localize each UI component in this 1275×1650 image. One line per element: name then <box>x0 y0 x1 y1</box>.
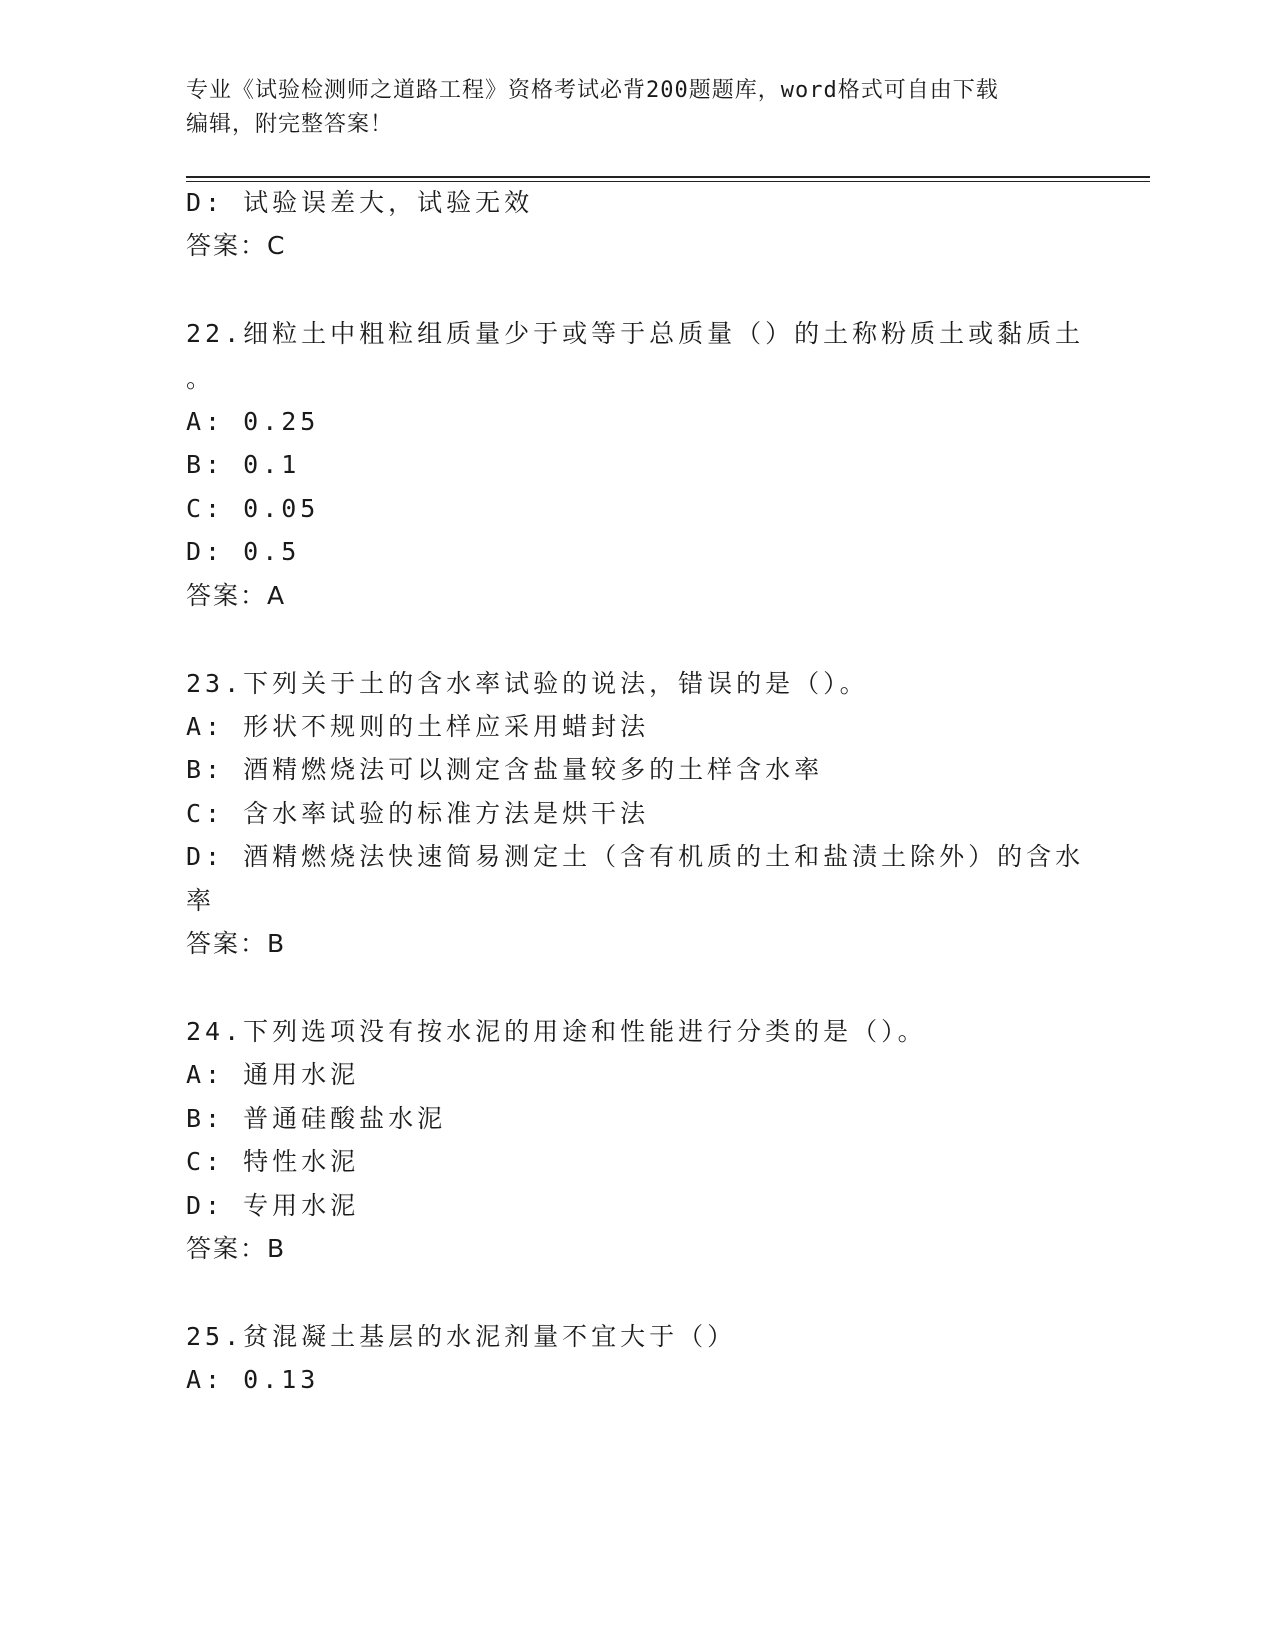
q24-stem: 24.下列选项没有按水泥的用途和性能进行分类的是（）。 <box>186 1017 927 1046</box>
q23-option-a: A: 形状不规则的土样应采用蜡封法 <box>186 712 650 741</box>
q24-option-c: C: 特性水泥 <box>186 1147 360 1176</box>
header-divider-thin <box>186 181 1150 182</box>
q24-option-a: A: 通用水泥 <box>186 1060 360 1089</box>
header-divider-thick <box>186 176 1150 178</box>
q23-answer: 答案：B <box>186 929 287 958</box>
q21-answer: 答案：C <box>186 231 287 260</box>
q24-answer: 答案：B <box>186 1234 287 1263</box>
document-header <box>186 74 1086 142</box>
q25-option-a: A: 0.13 <box>186 1365 320 1394</box>
q25-stem: 25.贫混凝土基层的水泥剂量不宜大于（） <box>186 1322 737 1351</box>
q24-option-b: B: 普通硅酸盐水泥 <box>186 1104 447 1133</box>
q22-option-c: C: 0.05 <box>186 494 320 523</box>
q24-option-d: D: 专用水泥 <box>186 1191 360 1220</box>
q22-stem-line1: 22.细粒土中粗粒组质量少于或等于总质量（）的土称粉质土或黏质土 <box>186 319 1085 348</box>
q22-option-a: A: 0.25 <box>186 407 320 436</box>
q21-option-d: D: 试验误差大，试验无效 <box>186 188 534 217</box>
q23-option-d-cont: 率 <box>186 886 216 915</box>
q22-stem-line2: 。 <box>186 364 216 393</box>
q23-option-b: B: 酒精燃烧法可以测定含盐量较多的土样含水率 <box>186 755 824 784</box>
q22-answer: 答案：A <box>186 581 287 610</box>
q22-option-b: B: 0.1 <box>186 450 301 479</box>
q23-option-c: C: 含水率试验的标准方法是烘干法 <box>186 799 650 828</box>
header-title-line1: 专业《试验检测师之道路工程》资格考试必背200题题库，word格式可自由下载 <box>186 78 999 103</box>
q22-option-d: D: 0.5 <box>186 537 301 566</box>
header-title-line2: 编辑，附完整答案！ <box>186 112 394 137</box>
q23-stem: 23.下列关于土的含水率试验的说法，错误的是（）。 <box>186 669 869 698</box>
q23-option-d: D: 酒精燃烧法快速简易测定土（含有机质的土和盐渍土除外）的含水 <box>186 842 1085 871</box>
